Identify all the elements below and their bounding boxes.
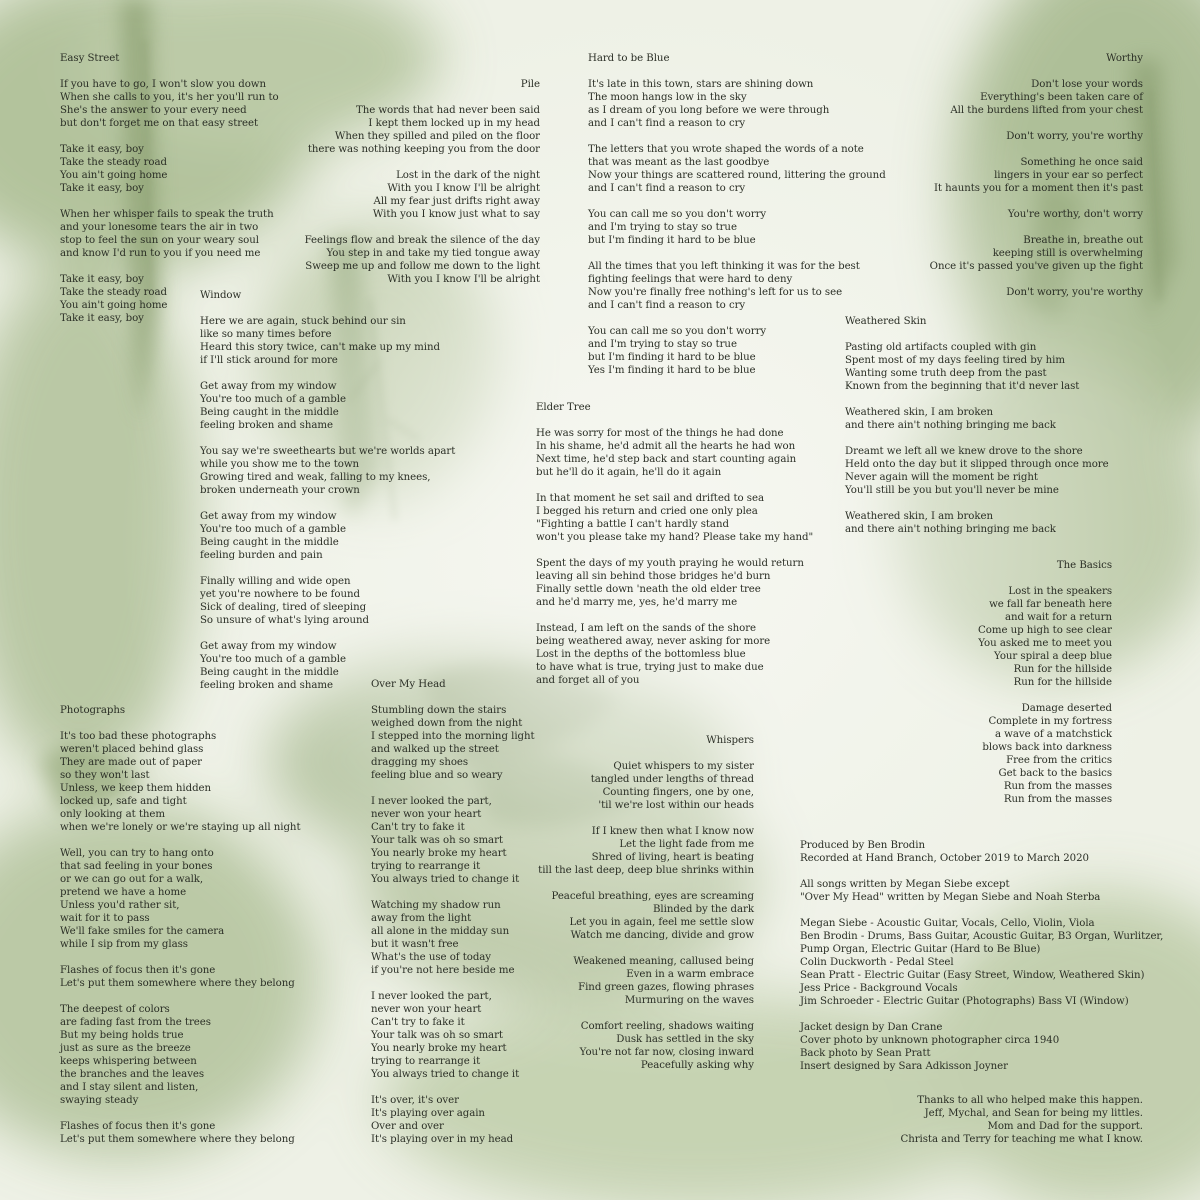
lyric-line: and there ain't nothing bringing me back [845, 420, 1056, 431]
lyric-line: It's playing over again [371, 1108, 485, 1119]
stanza-gap [305, 156, 540, 169]
lyric-line: You nearly broke my heart [371, 848, 507, 859]
lyric-line: Jeff, Mychal, and Sean for being my littles. [924, 1108, 1143, 1119]
lyric-line: Shred of living, heart is beating [591, 852, 754, 863]
lyric-line: The letters that you wrote shaped the words of a note [588, 144, 864, 155]
lyric-line: Let's put them somewhere where they belong [60, 1134, 295, 1145]
stanza-gap [588, 247, 886, 260]
lyric-line: Your talk was oh so smart [371, 835, 503, 846]
lyric-line: Here we are again, stuck behind our sin [200, 316, 406, 327]
song-over-my-head [371, 678, 535, 1146]
lyric-line: But my being holds true [60, 1030, 184, 1041]
stanza-gap [536, 609, 813, 622]
song-the-basics [978, 559, 1112, 806]
song-title: Window [200, 290, 242, 301]
lyric-line: It's too bad these photographs [60, 731, 217, 742]
lyric-line: Now your things are scattered round, littering the ground [588, 170, 886, 181]
stanza-gap [60, 1107, 300, 1120]
lyric-line: Get away from my window [200, 381, 337, 392]
stanza-gap [60, 260, 279, 273]
stanza-gap [200, 562, 455, 575]
lyric-line: We'll fake smiles for the camera [60, 926, 225, 937]
lyric-line: It haunts you for a moment then it's past [933, 183, 1143, 194]
lyric-line: Spent most of my days feeling tired by him [845, 355, 1065, 366]
stanza-gap [845, 497, 1109, 510]
lyric-line: Never again will the moment be right [845, 472, 1038, 483]
lyric-line: With you I know I'll be alright [387, 274, 540, 285]
lyric-line: Cover photo by unknown photographer circa 1940 [800, 1035, 1060, 1046]
lyric-line: All songs written by Megan Siebe except [800, 879, 1010, 890]
song-title: Whispers [706, 735, 754, 746]
lyric-line: Unless you'd rather sit, [60, 900, 180, 911]
lyric-line: Now you're finally free nothing's left for us to see [588, 287, 843, 298]
lyric-line: The moon hangs low in the sky [588, 92, 747, 103]
lyric-line: I begged his return and cried one only plea [536, 506, 758, 517]
lyric-line: Feelings flow and break the silence of the day [304, 235, 540, 246]
lyric-line: feeling burden and pain [200, 550, 323, 561]
stanza-gap [371, 977, 535, 990]
lyric-line: and I can't find a reason to cry [588, 300, 746, 311]
lyric-line: Damage deserted [1021, 703, 1112, 714]
lyric-line: and I'm trying to stay so true [588, 222, 737, 233]
lyric-line: pretend we have a home [60, 887, 187, 898]
lyric-line: and there ain't nothing bringing me back [845, 524, 1056, 535]
lyric-line: The deepest of colors [60, 1004, 170, 1015]
lyric-line: are fading fast from the trees [60, 1017, 211, 1028]
lyric-line: Your spiral a deep blue [994, 651, 1112, 662]
lyric-line: Counting fingers, one by one, [602, 787, 754, 798]
lyric-line: Colin Duckworth - Pedal Steel [800, 957, 954, 968]
stanza-gap [538, 1007, 754, 1020]
lyric-line: being weathered away, never asking for more [536, 636, 771, 647]
lyric-line: Let the light fade from me [619, 839, 754, 850]
lyric-line: Take the steady road [60, 157, 167, 168]
stanza-gap [60, 834, 300, 847]
song-title: Pile [520, 79, 540, 90]
lyric-line: If I knew then what I know now [591, 826, 754, 837]
lyric-line: trying to rearrange it [371, 861, 481, 872]
stanza-gap [371, 782, 535, 795]
lyric-line: It's late in this town, stars are shining down [588, 79, 814, 90]
lyric-line: weighed down from the night [371, 718, 523, 729]
song-photographs [60, 704, 300, 1146]
stanza-gap [800, 865, 1163, 878]
song-weathered-skin [845, 315, 1109, 536]
lyric-line: Jacket design by Dan Crane [800, 1022, 943, 1033]
stanza-gap [200, 432, 455, 445]
lyric-line: I stepped into the morning light [371, 731, 535, 742]
stanza-gap [60, 195, 279, 208]
lyric-line: Take the steady road [60, 287, 167, 298]
lyric-line: Don't worry, you're worthy [1006, 131, 1143, 142]
lyric-line: Peaceful breathing, eyes are screaming [551, 891, 754, 902]
stanza-gap [845, 393, 1109, 406]
stanza-gap [538, 812, 754, 825]
thanks [900, 1094, 1143, 1146]
lyric-line: Let's put them somewhere where they belong [60, 978, 295, 989]
lyric-line: Your talk was oh so smart [371, 1030, 503, 1041]
lyric-line: and I stay silent and listen, [60, 1082, 199, 1093]
lyric-line: You're not far now, closing inward [579, 1047, 754, 1058]
song-title: Over My Head [371, 679, 446, 690]
lyric-line: Don't lose your words [1031, 79, 1143, 90]
stanza-gap [60, 990, 300, 1003]
credits [800, 839, 1163, 1073]
lyric-line: Sick of dealing, tired of sleeping [200, 602, 367, 613]
lyric-line: or we can go out for a walk, [60, 874, 204, 885]
song-window [200, 289, 455, 692]
lyric-line: You're too much of a gamble [200, 654, 346, 665]
lyric-line: You'll still be you but you'll never be mine [845, 485, 1059, 496]
lyric-line: locked up, safe and tight [60, 796, 187, 807]
song-hard-to-be-blue [588, 52, 886, 377]
lyric-line: You always tried to change it [371, 874, 520, 885]
lyric-line: Lost in the dark of the night [396, 170, 540, 181]
lyric-line: so they won't last [60, 770, 150, 781]
lyric-line: Even in a warm embrace [626, 969, 754, 980]
lyric-line: never won your heart [371, 809, 482, 820]
lyric-line: like so many times before [200, 329, 332, 340]
lyric-line: we fall far beneath here [989, 599, 1112, 610]
lyric-line: Recorded at Hand Branch, October 2019 to March 2020 [800, 853, 1089, 864]
lyric-line: there was nothing keeping you from the door [307, 144, 540, 155]
lyric-line: Instead, I am left on the sands of the shore [536, 623, 757, 634]
lyric-line: In that moment he set sail and drifted to sea [536, 493, 764, 504]
lyric-line: You nearly broke my heart [371, 1043, 507, 1054]
song-whispers [538, 734, 754, 1072]
lyric-line: Dreamt we left all we knew drove to the shore [845, 446, 1083, 457]
lyric-line: Take it easy, boy [60, 274, 144, 285]
stanza-gap [538, 877, 754, 890]
lyric-line: Watch me dancing, divide and grow [570, 930, 754, 941]
lyric-line: Produced by Ben Brodin [800, 840, 925, 851]
song-easy-street [60, 52, 279, 325]
stanza-gap [800, 1008, 1163, 1021]
song-pile [305, 78, 540, 286]
lyric-line: Take it easy, boy [60, 313, 144, 324]
lyric-line: Watching my shadow run [371, 900, 501, 911]
lyric-line: that was meant as the last goodbye [588, 157, 770, 168]
lyric-line: and know I'd run to you if you need me [60, 248, 261, 259]
stanza-gap [930, 117, 1143, 130]
lyric-line: Jess Price - Background Vocals [800, 983, 958, 994]
lyric-line: but I'm finding it hard to be blue [588, 235, 756, 246]
lyric-line: Flashes of focus then it's gone [60, 1121, 216, 1132]
lyric-line: Stumbling down the stairs [371, 705, 507, 716]
lyric-line: when we're lonely or we're staying up all night [60, 822, 301, 833]
lyric-line: Run from the masses [1003, 794, 1112, 805]
song-title: The Basics [1056, 560, 1112, 571]
lyric-line: Weathered skin, I am broken [845, 511, 993, 522]
lyric-line: Don't worry, you're worthy [1006, 287, 1143, 298]
stanza-gap [536, 479, 813, 492]
stanza-gap [60, 130, 279, 143]
lyric-line: It's over, it's over [371, 1095, 459, 1106]
stanza-gap [978, 689, 1112, 702]
lyric-line: Unless, we keep them hidden [60, 783, 212, 794]
lyric-line: Take it easy, boy [60, 144, 144, 155]
lyric-line: but he'll do it again, he'll do it again [536, 467, 722, 478]
lyric-line: What's the use of today [371, 952, 492, 963]
lyric-line: only looking at them [60, 809, 165, 820]
lyric-line: So unsure of what's lying around [200, 615, 369, 626]
lyric-line: Being caught in the middle [200, 667, 339, 678]
lyric-line: Being caught in the middle [200, 407, 339, 418]
lyric-line: tangled under lengths of thread [590, 774, 754, 785]
lyric-line: Something he once said [1020, 157, 1143, 168]
lyric-line: Spent the days of my youth praying he would return [536, 558, 804, 569]
lyric-line: as I dream of you long before we were through [588, 105, 830, 116]
lyric-line: Heard this story twice, can't make up my mind [200, 342, 440, 353]
lyric-line: Let you in again, feel me settle slow [569, 917, 754, 928]
lyric-line: Yes I'm finding it hard to be blue [588, 365, 756, 376]
lyric-line: Being caught in the middle [200, 537, 339, 548]
lyric-line: It's playing over in my head [371, 1134, 514, 1145]
lyric-line: and I can't find a reason to cry [588, 118, 746, 129]
lyric-line: Take it easy, boy [60, 183, 144, 194]
lyric-line: and forget all of you [536, 675, 640, 686]
lyric-line: 'til we're lost within our heads [598, 800, 754, 811]
lyric-line: Run for the hillside [1013, 664, 1112, 675]
lyric-line: Murmuring on the waves [624, 995, 754, 1006]
lyric-line: With you I know I'll be alright [387, 183, 540, 194]
lyric-line: They are made out of paper [60, 757, 202, 768]
lyric-line: Ben Brodin - Drums, Bass Guitar, Acoustic Guitar, B3 Organ, Wurlitzer, [800, 931, 1164, 942]
lyric-line: Insert designed by Sara Adkisson Joyner [800, 1061, 1008, 1072]
lyric-line: Weakened meaning, callused being [573, 956, 754, 967]
lyric-line: Finally willing and wide open [200, 576, 351, 587]
stanza-gap [588, 312, 886, 325]
lyric-line: and walked up the street [371, 744, 499, 755]
lyric-line: away from the light [371, 913, 472, 924]
lyric-line: that sad feeling in your bones [60, 861, 213, 872]
lyric-line: Over and over [371, 1121, 444, 1132]
lyric-line: You ain't going home [60, 170, 168, 181]
stanza-gap [588, 130, 886, 143]
lyric-line: I never looked the part, [371, 796, 492, 807]
lyric-line: Run from the masses [1003, 781, 1112, 792]
lyric-line: a wave of a matchstick [994, 729, 1112, 740]
lyric-line: Once it's passed you've given up the fight [929, 261, 1143, 272]
lyric-line: Can't try to fake it [371, 1017, 465, 1028]
lyric-line: keeping still is overwhelming [992, 248, 1143, 259]
lyric-line: If you have to go, I won't slow you down [60, 79, 266, 90]
lyric-line: if I'll stick around for more [200, 355, 338, 366]
lyric-line: while I sip from my glass [60, 939, 188, 950]
lyric-line: never won your heart [371, 1004, 482, 1015]
lyric-line: to have what is true, trying just to make due [536, 662, 764, 673]
stanza-gap [930, 221, 1143, 234]
lyric-line: He was sorry for most of the things he had done [536, 428, 784, 439]
lyric-line: Get away from my window [200, 641, 337, 652]
song-title: Weathered Skin [845, 316, 927, 327]
stanza-gap [305, 221, 540, 234]
lyric-line: and he'd marry me, yes, he'd marry me [536, 597, 738, 608]
lyric-line: Sean Pratt - Electric Guitar (Easy Street, Window, Weathered Skin) [800, 970, 1145, 981]
song-title: Worthy [1106, 53, 1143, 64]
lyric-line: Lost in the depths of the bottomless blue [536, 649, 746, 660]
song-title: Photographs [60, 705, 126, 716]
lyric-line: Megan Siebe - Acoustic Guitar, Vocals, Cello, Violin, Viola [800, 918, 1095, 929]
song-title: Elder Tree [536, 402, 591, 413]
lyric-line: Back photo by Sean Pratt [800, 1048, 931, 1059]
lyric-line: but don't forget me on that easy street [60, 118, 259, 129]
lyric-line: All the burdens lifted from your chest [950, 105, 1143, 116]
lyric-line: Run for the hillside [1013, 677, 1112, 688]
lyric-line: feeling broken and shame [200, 420, 333, 431]
lyric-line: "Fighting a battle I can't hardly stand [536, 519, 729, 530]
lyric-line: trying to rearrange it [371, 1056, 481, 1067]
lyric-line: and your lonesome tears the air in two [60, 222, 259, 233]
lyric-line: Known from the beginning that it'd never last [845, 381, 1080, 392]
lyric-line: Jim Schroeder - Electric Guitar (Photographs) Bass VI (Window) [800, 996, 1129, 1007]
lyric-line: In his shame, he'd admit all the hearts he had won [536, 441, 796, 452]
lyric-line: You can call me so you don't worry [588, 326, 767, 337]
lyric-line: lingers in your ear so perfect [994, 170, 1143, 181]
lyric-line: fighting feelings that were hard to deny [588, 274, 793, 285]
lyric-line: When she calls to you, it's her you'll run to [60, 92, 279, 103]
lyric-line: Get back to the basics [998, 768, 1112, 779]
lyric-line: swaying steady [60, 1095, 139, 1106]
stanza-gap [800, 904, 1163, 917]
stanza-gap [930, 273, 1143, 286]
lyric-line: if you're not here beside me [371, 965, 515, 976]
stanza-gap [536, 544, 813, 557]
lyric-line: keeps whispering between [60, 1056, 197, 1067]
lyric-line: I never looked the part, [371, 991, 492, 1002]
lyric-line: Lost in the speakers [1008, 586, 1112, 597]
lyric-line: all alone in the midday sun [371, 926, 510, 937]
lyric-line: Flashes of focus then it's gone [60, 965, 216, 976]
lyric-line: wait for it to pass [60, 913, 150, 924]
song-elder-tree [536, 401, 813, 687]
lyric-line: Blinded by the dark [653, 904, 754, 915]
stanza-gap [200, 627, 455, 640]
lyric-line: Can't try to fake it [371, 822, 465, 833]
lyric-line: Weathered skin, I am broken [845, 407, 993, 418]
lyric-line: When they spilled and piled on the floor [334, 131, 540, 142]
stanza-gap [371, 886, 535, 899]
lyric-line: You say we're sweethearts but we're worlds apart [200, 446, 456, 457]
lyric-line: and I'm trying to stay so true [588, 339, 737, 350]
lyric-line: Free from the critics [1006, 755, 1112, 766]
lyric-line: Mom and Dad for the support. [987, 1121, 1143, 1132]
lyric-line: You're too much of a gamble [200, 524, 346, 535]
lyric-line: and wait for a return [1004, 612, 1112, 623]
lyric-line: Everything's been taken care of [980, 92, 1143, 103]
stanza-gap [200, 367, 455, 380]
lyric-line: Well, you can try to hang onto [60, 848, 214, 859]
lyric-line: feeling blue and so weary [371, 770, 503, 781]
lyric-line: Finally settle down 'neath the old elder tree [536, 584, 761, 595]
lyric-line: feeling broken and shame [200, 680, 333, 691]
lyric-line: Quiet whispers to my sister [613, 761, 754, 772]
lyric-line: You always tried to change it [371, 1069, 520, 1080]
lyric-line: All my fear just drifts right away [373, 196, 540, 207]
lyric-line: leaving all sin behind those bridges he'd burn [536, 571, 771, 582]
lyric-line: You step in and take my tied tongue away [326, 248, 540, 259]
lyric-line: Peacefully asking why [640, 1060, 754, 1071]
lyric-line: Next time, he'd step back and start counting again [536, 454, 797, 465]
lyric-line: weren't placed behind glass [60, 744, 204, 755]
lyric-line: and I can't find a reason to cry [588, 183, 746, 194]
lyric-line: won't you please take my hand? Please take my hand" [536, 532, 814, 543]
lyric-line: blows back into darkness [982, 742, 1112, 753]
lyric-line: You can call me so you don't worry [588, 209, 767, 220]
stanza-gap [588, 195, 886, 208]
lyric-line: She's the answer to your every need [60, 105, 247, 116]
lyric-line: You asked me to meet you [978, 638, 1112, 649]
lyric-line: but I'm finding it hard to be blue [588, 352, 756, 363]
lyric-line: broken underneath your crown [200, 485, 360, 496]
lyric-line: Dusk has settled in the sky [616, 1034, 754, 1045]
stanza-gap [60, 951, 300, 964]
lyric-line: All the times that you left thinking it was for the best [588, 261, 860, 272]
lyric-line: You're too much of a gamble [200, 394, 346, 405]
lyric-line: You ain't going home [60, 300, 168, 311]
stanza-gap [371, 1081, 535, 1094]
lyric-line: Comfort reeling, shadows waiting [580, 1021, 754, 1032]
lyric-line: while you show me to the town [200, 459, 360, 470]
stanza-gap [930, 143, 1143, 156]
song-title: Hard to be Blue [588, 53, 670, 64]
lyric-line: Thanks to all who helped make this happen. [917, 1095, 1143, 1106]
lyric-line: The words that had never been said [355, 105, 540, 116]
lyric-line: "Over My Head" written by Megan Siebe and Noah Sterba [800, 892, 1101, 903]
lyric-line: Find green gazes, flowing phrases [578, 982, 754, 993]
stanza-gap [930, 195, 1143, 208]
lyric-line: I kept them locked up in my head [368, 118, 540, 129]
lyric-line: just as sure as the breeze [60, 1043, 191, 1054]
lyric-line: Pasting old artifacts coupled with gin [845, 342, 1037, 353]
stanza-gap [200, 497, 455, 510]
lyric-line: stop to feel the sun on your weary soul [60, 235, 259, 246]
song-title: Easy Street [60, 53, 120, 64]
lyric-line: but it wasn't free [371, 939, 459, 950]
stanza-gap [845, 432, 1109, 445]
lyric-line: Breathe in, breathe out [1023, 235, 1143, 246]
lyric-line: Get away from my window [200, 511, 337, 522]
lyric-line: With you I know just what to say [372, 209, 540, 220]
stanza-gap [538, 942, 754, 955]
lyric-line: Christa and Terry for teaching me what I know. [900, 1134, 1143, 1145]
lyric-line: Come up high to see clear [978, 625, 1112, 636]
lyric-line: till the last deep, deep blue shrinks within [538, 865, 754, 876]
lyric-line: the branches and the leaves [60, 1069, 205, 1080]
lyric-line: Held onto the day but it slipped through once more [845, 459, 1109, 470]
lyric-line: Growing tired and weak, falling to my knees, [200, 472, 431, 483]
lyric-line: Wanting some truth deep from the past [845, 368, 1047, 379]
lyric-line: When her whisper fails to speak the truth [60, 209, 274, 220]
lyric-line: dragging my shoes [371, 757, 469, 768]
lyric-line: Complete in my fortress [988, 716, 1112, 727]
lyric-line: yet you're nowhere to be found [200, 589, 360, 600]
lyric-line: You're worthy, don't worry [1007, 209, 1143, 220]
lyric-line: Sweep me up and follow me down to the light [305, 261, 540, 272]
song-worthy [930, 52, 1143, 299]
lyric-line: Pump Organ, Electric Guitar (Hard to Be Blue) [800, 944, 1041, 955]
